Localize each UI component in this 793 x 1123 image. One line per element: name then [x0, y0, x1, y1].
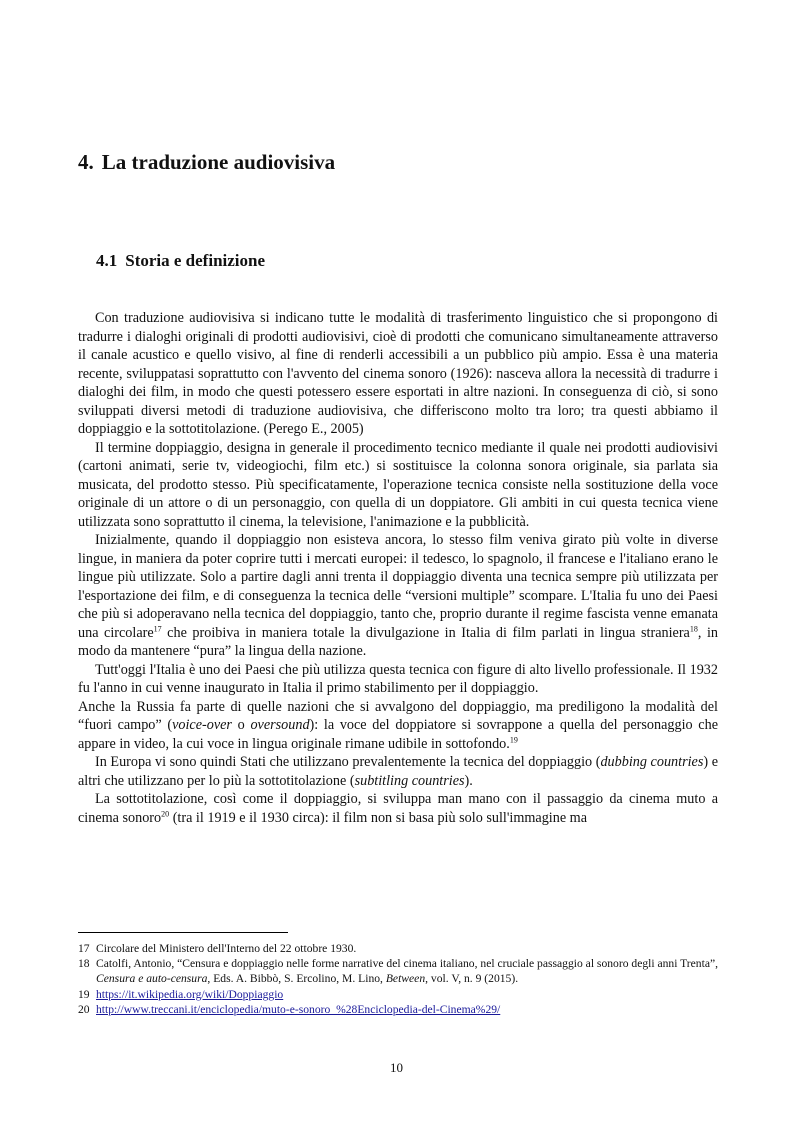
text-run: o [231, 717, 251, 733]
text-run: ): la voce del doppiatore si sovrappone a quella del personaggio che appare in video, la cui voce in lingua originale rimane udibile in sottofondo. [78, 717, 718, 752]
italic-text: voice-over [172, 717, 232, 733]
footnote-link[interactable]: https://it.wikipedia.org/wiki/Doppiaggio [96, 987, 284, 1001]
italic-text: oversound [250, 717, 310, 733]
text-run: Inizialmente, quando il doppiaggio non esisteva ancora, lo stesso film veniva girato più volte in diverse lingue, in maniera da poter coprire tutti i mercati europei: il tedesco, lo spagnolo, il francese e l'italiano erano le lingue più utilizzate. Solo a partire dagli anni trenta il doppiaggio diventa una tecnica sempre più utilizzata per l'esportazione dei film, e di conseguenza la tecnica delle “versioni multiple” scompare. L'Italia fu uno dei Paesi che più si adoperavano nella tecnica del doppiaggio, tanto che, proprio durante il regime fascista venne emanata una circolare [78, 532, 718, 641]
footnote-number: 19 [78, 987, 90, 1001]
text-run: (tra il 1919 e il 1930 circa): il film non si basa più solo sull'immagine ma [169, 809, 587, 826]
text-run: che proibiva in maniera totale la divulgazione in Italia di film parlati in lingua straniera [161, 624, 690, 641]
footnote-link[interactable]: http://www.treccani.it/enciclopedia/muto-e-sonoro_%28Enciclopedia-del-Cinema%29/ [96, 1002, 501, 1016]
footnote-text [96, 941, 718, 956]
text-run: La sottotitolazione, così come il doppiaggio, si sviluppa man mano con il passaggio da cinema muto a cinema sonoro [78, 791, 718, 826]
page-number: 10 [390, 1060, 403, 1075]
footnote-number: 18 [78, 957, 90, 971]
paragraph [78, 753, 718, 790]
section-number: 4.1 [96, 251, 118, 270]
body-text [78, 309, 718, 827]
chapter-number: 4. [78, 150, 94, 174]
text-run: Con traduzione audiovisiva si indicano tutte le modalità di trasferimento linguistico che si propongono di tradurre i dialoghi originali di prodotti audiovisivi, cioè di prodotti che comunicano simultaneamente attraverso il canale acustico e quello visivo, al fine di renderli accessibili a un pubblico più ampio. Essa è una materia recente, sviluppatasi soprattutto con l'avvento del cinema sonoro (1926): nasceva allora la necessità di tradurre i dialoghi dei film, in modo che questi potessero essere esportati in altre nazioni. In conseguenza di ciò, si sono sviluppati diversi metodi di traduzione audiovisiva, che differiscono molto tra loro; tra questi abbiamo il doppiaggio e la sottotitolazione. (Perego E., 2005) [78, 310, 718, 437]
text-run: , in modo da mantenere “pura” la lingua della nazione. [78, 624, 718, 659]
footnote [78, 1002, 718, 1017]
paragraph [78, 309, 718, 439]
paragraph [78, 439, 718, 532]
italic-text: subtitling countries [354, 772, 465, 789]
text-run: Il termine doppiaggio, designa in generale il procedimento tecnico mediante il quale nei prodotti audiovisivi (cartoni animati, serie tv, videogiochi, film etc.) si sostituisce la colonna sonora originale, sia parlata sia musicata, del prodotto stesso. Più specificatamente, l'operazione tecnica consiste nella sostituzione della voce originale di un attore o di un personaggio, con quella di un doppiatore. Gli ambiti in cui questa tecnica viene utilizzata sono soprattutto il cinema, la televisione, l'animazione e la pubblicità. [78, 439, 718, 530]
section-title: Storia e definizione [125, 251, 266, 270]
text-run: Anche la Russia fa parte di quelle nazioni che si avvalgono del doppiaggio, ma prediligono la modalità del “fuori campo” ( [78, 698, 718, 733]
section-heading [96, 251, 265, 271]
footnote [78, 941, 718, 956]
text-run: , Eds. A. Bibbò, S. Ercolino, M. Lino, [207, 972, 386, 986]
italic-text: Censura e auto-censura [96, 972, 208, 986]
text-run: Catolfi, Antonio, “Censura e doppiaggio nelle forme narrative del cinema italiano, nel cruciale passaggio al sonoro degli anni Trenta”, [96, 957, 719, 971]
footnote-text [96, 1002, 718, 1017]
footnote-text [96, 987, 718, 1002]
footnote-ref[interactable]: 17 [153, 623, 162, 633]
chapter-heading [78, 150, 335, 175]
text-run: , vol. V, n. 9 (2015). [425, 972, 519, 986]
footnote-number: 17 [78, 942, 90, 955]
text-run: In Europa vi sono quindi Stati che utilizzano prevalentemente la tecnica del doppiaggio ( [95, 754, 601, 770]
footnote-text [96, 956, 718, 986]
footnote-ref[interactable]: 20 [161, 808, 170, 818]
footnote [78, 956, 718, 986]
text-run: ) e altri che utilizzano per lo più la sottotitolazione ( [78, 754, 718, 789]
footnotes [78, 941, 718, 1017]
paragraph [78, 661, 718, 698]
footnote-separator [78, 932, 288, 933]
text-run: Circolare del Ministero dell'Interno del 22 ottobre 1930. [96, 942, 357, 955]
footnote [78, 987, 718, 1002]
footnote-number: 20 [78, 1002, 90, 1016]
footnote-ref[interactable]: 18 [689, 623, 698, 633]
italic-text: dubbing countries [600, 754, 704, 770]
text-run: ). [464, 772, 473, 789]
paragraph [78, 698, 718, 754]
footnote-ref[interactable]: 19 [509, 734, 518, 744]
paragraph [78, 531, 718, 661]
chapter-title: La traduzione audiovisiva [101, 150, 336, 174]
paragraph [78, 790, 718, 827]
italic-text: Between [385, 972, 426, 986]
text-run: Tutt'oggi l'Italia è uno dei Paesi che più utilizza questa tecnica con figure di alto livello professionale. Il 1932 fu l'anno in cui venne inaugurato in Italia il primo stabilimento per il doppiaggio. [78, 661, 718, 696]
